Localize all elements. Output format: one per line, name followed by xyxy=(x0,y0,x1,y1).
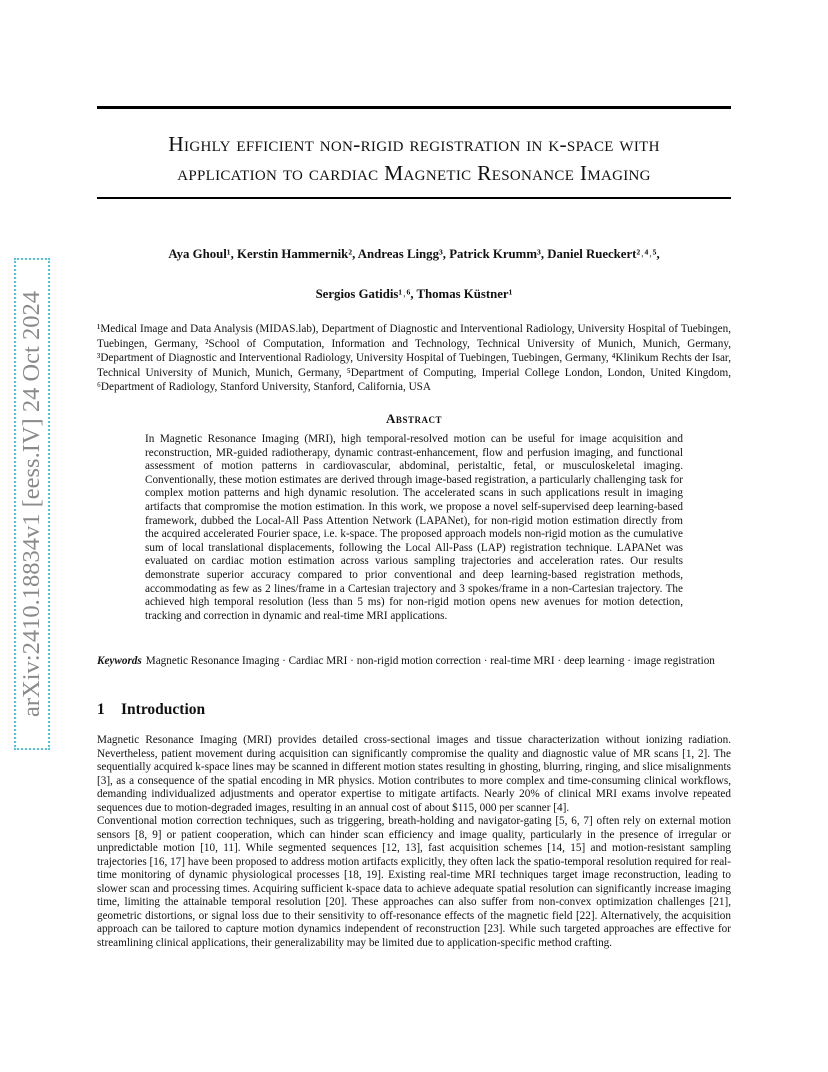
title-line-1: Highly efficient non-rigid registration in k-space with xyxy=(168,132,660,156)
title-line-2: application to cardiac Magnetic Resonance Imaging xyxy=(177,161,651,185)
arxiv-identifier[interactable]: arXiv:2410.18834v1 [eess.IV] 24 Oct 2024 xyxy=(14,258,50,750)
section-heading xyxy=(97,701,205,719)
intro-paragraph-1: Magnetic Resonance Imaging (MRI) provides detailed cross-sectional images and tissue characterization without ionizing radiation. Nevertheless, patient movement during acquisition can significantly compromise the quality and diagnostic value of MR scans [1, 2]. The sequentially acquired k-space lines may be scanned in different motion states resulting in ghosting, blurring, ringing, and slice misalignments [3], as a consequence of the spatial encoding in MR physics. Motion contributes to more complex and time-consuming clinical workflows, demanding individualized adjustments and operator expertise to mitigate artifacts. Nearly 20% of clinical MRI exams involve repeated sequences due to motion-degraded images, resulting in an annual cost of about $115, 000 per scanner [4]. xyxy=(97,734,731,814)
keywords xyxy=(97,654,731,668)
title-rule-top xyxy=(97,106,731,109)
intro-paragraph-2: Conventional motion correction techniques, such as triggering, breath-holding and navigator-gating [5, 6, 7] often rely on external motion sensors [8, 9] or patient cooperation, which can hinder scan efficiency and image quality, particularly in the presence of irregular or unpredictable motion [10, 11]. While segmented sequences [12, 13], fast acquisition schemes [14, 15] and motion-resistant sampling trajectories [16, 17] have been proposed to address motion artifacts explicitly, they often lack the spatio-temporal resolution required for real-time monitoring of dynamic physiological processes [18, 19]. Existing real-time MRI techniques target image reconstruction, leading to slower scan and processing times. Acquiring sufficient k-space data to achieve adequate spatial resolution can significantly increase imaging time, limiting the attainable temporal resolution [20]. These approaches can also suffer from non-convex optimization challenges [21], geometric distortions, or signal loss due to their sensitivity to off-resonance effects of the magnetic field [22]. Alternatively, the acquisition approach can be tailored to capture motion dynamics independent of reconstruction [23]. While such targeted approaches are effective for streamlining clinical applications, their generalizability may be limited due to application-specific method crafting. xyxy=(97,815,731,949)
introduction-body xyxy=(97,734,731,950)
section-number: 1 xyxy=(97,701,105,718)
keywords-text: Magnetic Resonance Imaging · Cardiac MRI · non-rigid motion correction · real-time MRI · deep learning · image registration xyxy=(145,655,715,667)
abstract-heading: Abstract xyxy=(386,411,442,426)
abstract-text: In Magnetic Resonance Imaging (MRI), high temporal-resolved motion can be useful for image acquisition and reconstruction, MR-guided radiotherapy, dynamic contrast-enhancement, flow and perfusion imaging, and functional assessment of motion patterns in cardiovascular, abdominal, peristaltic, fetal, or musculoskeletal imaging. Conventionally, these motion estimates are derived through image-based registration, a particularly challenging task for complex motion patterns and high dynamic resolution. The accelerated scans in such applications result in imaging artifacts that compromise the motion estimation. In this work, we propose a novel self-supervised deep learning-based framework, dubbed the Local-All Pass Attention Network (LAPANet), for non-rigid motion estimation directly from the acquired accelerated Fourier space, i.e. k-space. The proposed approach models non-rigid motion as the cumulative sum of local translational displacements, following the Local All-Pass (LAP) registration technique. LAPANet was evaluated on cardiac motion estimation across various sampling trajectories and acceleration rates. Our results demonstrate superior accuracy compared to prior conventional and deep learning-based registration methods, accommodating as few as 2 lines/frame in a Cartesian trajectory and 3 spokes/frame in a non-Cartesian trajectory. The achieved high temporal resolution (less than 5 ms) for non-rigid motion opens new avenues for motion detection, tracking and correction in dynamic and real-time MRI applications. xyxy=(145,433,683,622)
authors-line-2: Sergios Gatidis¹˒⁶, Thomas Küstner¹ xyxy=(315,287,513,301)
paper-title xyxy=(90,130,738,188)
title-rule-bottom xyxy=(97,197,731,199)
affiliations: ¹Medical Image and Data Analysis (MIDAS.lab), Department of Diagnostic and Interventional Radiology, University Hospital of Tuebingen, Tuebingen, Germany, ²School of Computation, Information and Technology, Technical University of Munich, Munich, Germany, ³Department of Diagnostic and Interventional Radiology, University Hospital of Tuebingen, Tuebingen, Germany, ⁴Klinikum Rechts der Isar, Technical University of Munich, Munich, Germany, ⁵Department of Computing, Imperial College London, London, United Kingdom, ⁶Department of Radiology, Stanford University, Stanford, California, USA xyxy=(97,323,731,394)
authors-line-1: Aya Ghoul¹, Kerstin Hammernik², Andreas Lingg³, Patrick Krumm³, Daniel Rueckert²˒⁴˒⁵, xyxy=(168,247,660,261)
arxiv-sidebar xyxy=(14,258,50,750)
keywords-label: Keywords xyxy=(97,655,142,667)
section-title: Introduction xyxy=(121,701,206,718)
